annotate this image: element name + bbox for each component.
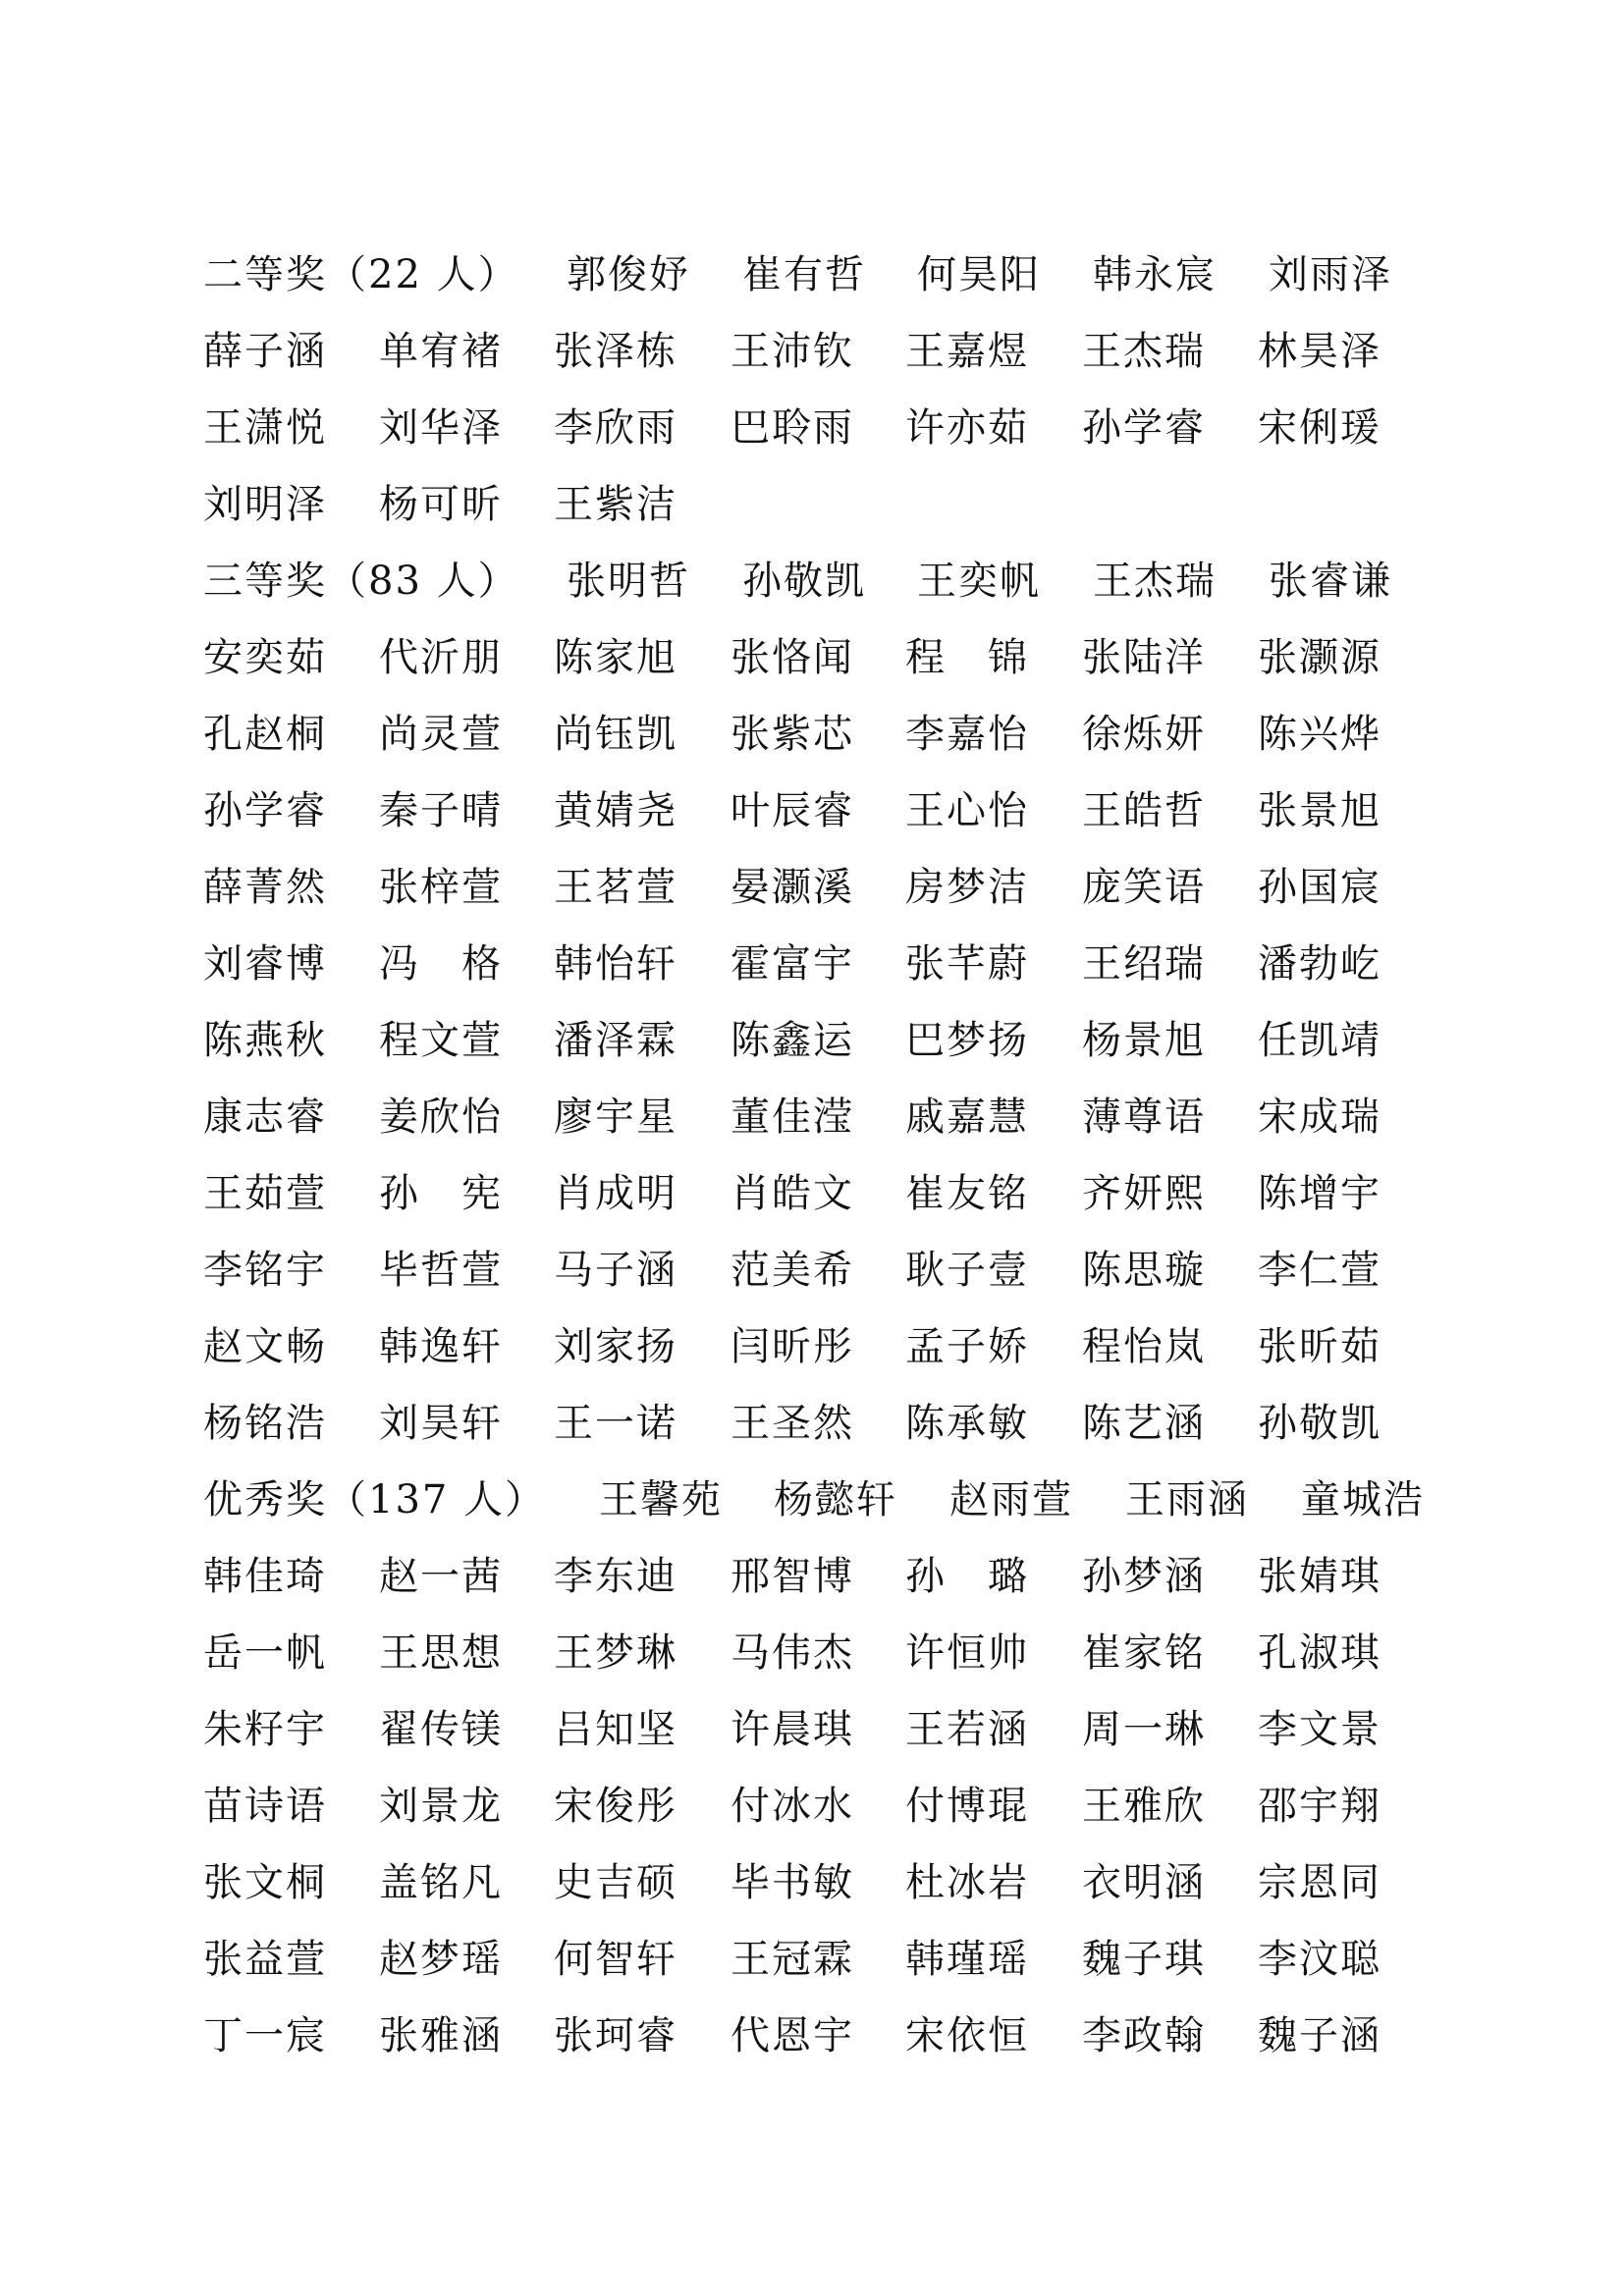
name-item: 魏子琪	[1082, 1937, 1206, 1982]
name-item: 王潇悦	[203, 405, 327, 451]
name-item: 苗诗语	[203, 1784, 327, 1829]
name-item: 陈承敏	[905, 1401, 1029, 1446]
name-item: 秦子晴	[379, 788, 503, 833]
name-item: 张明哲	[567, 559, 690, 604]
name-item: 杨懿轩	[774, 1477, 897, 1522]
name-item: 尚灵萱	[379, 712, 503, 757]
name-item: 崔有哲	[742, 252, 866, 297]
name-item: 王沛钦	[731, 329, 854, 374]
name-item: 马伟杰	[731, 1630, 854, 1676]
name-item: 王冠霖	[731, 1937, 854, 1982]
name-item: 孙梦涵	[1082, 1554, 1206, 1599]
name-item: 李嘉怡	[905, 712, 1029, 757]
name-item: 宋俐瑗	[1258, 405, 1381, 451]
name-item: 程怡岚	[1082, 1324, 1206, 1369]
name-item: 任凯靖	[1258, 1018, 1381, 1063]
name-item: 王雨涵	[1125, 1477, 1249, 1522]
name-item: 耿子壹	[905, 1248, 1029, 1293]
name-item: 崔家铭	[1082, 1630, 1206, 1676]
name-item: 冯 格	[379, 941, 503, 987]
name-item: 王思想	[379, 1630, 503, 1676]
name-item: 叶辰睿	[731, 788, 854, 833]
name-item: 李汶聪	[1258, 1937, 1381, 1982]
name-item: 晏灏溪	[731, 865, 854, 910]
name-item: 王圣然	[731, 1401, 854, 1446]
name-item: 朱籽宇	[203, 1707, 327, 1752]
name-item: 何昊阳	[917, 252, 1041, 297]
name-item: 李政翰	[1082, 2013, 1206, 2058]
name-item: 盖铭凡	[379, 1860, 503, 1905]
name-item: 房梦洁	[905, 865, 1029, 910]
name-item: 张紫芯	[731, 712, 854, 757]
name-item: 赵文畅	[203, 1324, 327, 1369]
name-item: 齐妍熙	[1082, 1171, 1206, 1216]
name-item: 肖皓文	[731, 1171, 854, 1216]
name-item: 刘雨泽	[1269, 252, 1392, 297]
name-item: 韩逸轩	[379, 1324, 503, 1369]
name-item: 王梦琳	[554, 1630, 677, 1676]
name-item: 单宥褚	[379, 329, 503, 374]
name-item: 王心怡	[905, 788, 1029, 833]
name-item: 宋成瑞	[1258, 1095, 1381, 1140]
name-item: 赵雨萱	[949, 1477, 1073, 1522]
name-item: 孙敬凯	[742, 559, 866, 604]
name-item: 韩怡轩	[554, 941, 677, 987]
name-item: 付冰水	[731, 1784, 854, 1829]
name-item: 史吉硕	[554, 1860, 677, 1905]
name-item: 李欣雨	[554, 405, 677, 451]
name-item: 张雅涵	[379, 2013, 503, 2058]
name-item: 王紫洁	[554, 482, 677, 527]
name-item: 薛子涵	[203, 329, 327, 374]
name-item: 宗恩同	[1258, 1860, 1381, 1905]
name-item: 王皓哲	[1082, 788, 1206, 833]
name-item: 陈思璇	[1082, 1248, 1206, 1293]
name-item: 张芊蔚	[905, 941, 1029, 987]
name-item: 王奕帆	[917, 559, 1041, 604]
name-item: 杨可昕	[379, 482, 503, 527]
name-item: 陈兴烨	[1258, 712, 1381, 757]
name-item: 韩永宸	[1093, 252, 1217, 297]
name-item: 许亦茹	[905, 405, 1029, 451]
name-item: 刘景龙	[379, 1784, 503, 1829]
name-item: 翟传镁	[379, 1707, 503, 1752]
name-item: 王绍瑞	[1082, 941, 1206, 987]
name-item: 范美希	[731, 1248, 854, 1293]
name-item: 李东迪	[554, 1554, 677, 1599]
name-item: 姜欣怡	[379, 1095, 503, 1140]
name-item: 陈燕秋	[203, 1018, 327, 1063]
name-item: 庞笑语	[1082, 865, 1206, 910]
name-item: 康志睿	[203, 1095, 327, 1140]
name-item: 崔友铭	[905, 1171, 1029, 1216]
name-item: 刘华泽	[379, 405, 503, 451]
name-item: 刘家扬	[554, 1324, 677, 1369]
name-item: 张睿谦	[1269, 559, 1392, 604]
name-item: 李铭宇	[203, 1248, 327, 1293]
name-item: 杨景旭	[1082, 1018, 1206, 1063]
name-item: 潘勃屹	[1258, 941, 1381, 987]
name-item: 黄婧尧	[554, 788, 677, 833]
name-item: 刘明泽	[203, 482, 327, 527]
name-item: 李文景	[1258, 1707, 1381, 1752]
name-item: 吕知坚	[554, 1707, 677, 1752]
name-item: 马子涵	[554, 1248, 677, 1293]
name-item: 戚嘉慧	[905, 1095, 1029, 1140]
name-item: 王馨苑	[599, 1477, 723, 1522]
name-item: 薛菁然	[203, 865, 327, 910]
name-item: 程 锦	[905, 635, 1029, 680]
name-item: 孙学睿	[203, 788, 327, 833]
name-item: 张益萱	[203, 1937, 327, 1982]
award-heading-third-prize: 三等奖（83 人）	[203, 559, 519, 604]
name-item: 王杰瑞	[1093, 559, 1217, 604]
name-item: 代恩宇	[731, 2013, 854, 2058]
name-item: 巴聆雨	[731, 405, 854, 451]
name-item: 何智轩	[554, 1937, 677, 1982]
name-item: 孔赵桐	[203, 712, 327, 757]
name-item: 张珂睿	[554, 2013, 677, 2058]
name-item: 潘泽霖	[554, 1018, 677, 1063]
name-item: 赵梦瑶	[379, 1937, 503, 1982]
name-item: 赵一茜	[379, 1554, 503, 1599]
name-item: 刘睿博	[203, 941, 327, 987]
name-item: 许晨琪	[731, 1707, 854, 1752]
name-item: 张灏源	[1258, 635, 1381, 680]
name-item: 孙国宸	[1258, 865, 1381, 910]
name-item: 宋依恒	[905, 2013, 1029, 2058]
name-item: 孟子娇	[905, 1324, 1029, 1369]
name-item: 孙敬凯	[1258, 1401, 1381, 1446]
name-item: 徐烁妍	[1082, 712, 1206, 757]
name-item: 王杰瑞	[1082, 329, 1206, 374]
name-item: 王嘉煜	[905, 329, 1029, 374]
name-item: 宋俊彤	[554, 1784, 677, 1829]
name-item: 薄尊语	[1082, 1095, 1206, 1140]
name-item: 刘昊轩	[379, 1401, 503, 1446]
name-item: 孙学睿	[1082, 405, 1206, 451]
award-heading-second-prize: 二等奖（22 人）	[203, 252, 519, 297]
name-item: 王一诺	[554, 1401, 677, 1446]
name-item: 魏子涵	[1258, 2013, 1381, 2058]
name-item: 衣明涵	[1082, 1860, 1206, 1905]
name-item: 陈增宇	[1258, 1171, 1381, 1216]
name-item: 韩瑾瑶	[905, 1937, 1029, 1982]
name-item: 童城浩	[1301, 1477, 1425, 1522]
name-item: 付博琨	[905, 1784, 1029, 1829]
name-item: 王茹萱	[203, 1171, 327, 1216]
name-item: 代沂朋	[379, 635, 503, 680]
name-item: 张婧琪	[1258, 1554, 1381, 1599]
name-item: 安奕茹	[203, 635, 327, 680]
name-item: 程文萱	[379, 1018, 503, 1063]
name-item: 张文桐	[203, 1860, 327, 1905]
name-item: 王若涵	[905, 1707, 1029, 1752]
name-item: 王雅欣	[1082, 1784, 1206, 1829]
name-item: 周一琳	[1082, 1707, 1206, 1752]
name-item: 肖成明	[554, 1171, 677, 1216]
name-item: 陈艺涵	[1082, 1401, 1206, 1446]
name-item: 孔淑琪	[1258, 1630, 1381, 1676]
name-item: 张景旭	[1258, 788, 1381, 833]
name-item: 尚钰凯	[554, 712, 677, 757]
name-item: 邢智博	[731, 1554, 854, 1599]
name-item: 毕哲萱	[379, 1248, 503, 1293]
name-item: 张梓萱	[379, 865, 503, 910]
name-item: 闫昕彤	[731, 1324, 854, 1369]
name-item: 邵宇翔	[1258, 1784, 1381, 1829]
award-heading-excellence-prize: 优秀奖（137 人）	[203, 1477, 547, 1522]
name-item: 张恪闻	[731, 635, 854, 680]
name-item: 岳一帆	[203, 1630, 327, 1676]
name-item: 霍富宇	[731, 941, 854, 987]
name-item: 张泽栋	[554, 329, 677, 374]
name-item: 董佳滢	[731, 1095, 854, 1140]
name-item: 杨铭浩	[203, 1401, 327, 1446]
name-item: 王茗萱	[554, 865, 677, 910]
name-item: 毕书敏	[731, 1860, 854, 1905]
name-item: 林昊泽	[1258, 329, 1381, 374]
name-item: 韩佳琦	[203, 1554, 327, 1599]
name-item: 廖宇星	[554, 1095, 677, 1140]
name-item: 张昕茹	[1258, 1324, 1381, 1369]
name-item: 陈鑫运	[731, 1018, 854, 1063]
name-item: 郭俊妤	[567, 252, 690, 297]
name-item: 张陆洋	[1082, 635, 1206, 680]
name-item: 巴梦扬	[905, 1018, 1029, 1063]
name-item: 丁一宸	[203, 2013, 327, 2058]
name-item: 李仁萱	[1258, 1248, 1381, 1293]
name-item: 孙 宪	[379, 1171, 503, 1216]
name-item: 孙 璐	[905, 1554, 1029, 1599]
name-item: 杜冰岩	[905, 1860, 1029, 1905]
name-item: 许恒帅	[905, 1630, 1029, 1676]
name-item: 陈家旭	[554, 635, 677, 680]
